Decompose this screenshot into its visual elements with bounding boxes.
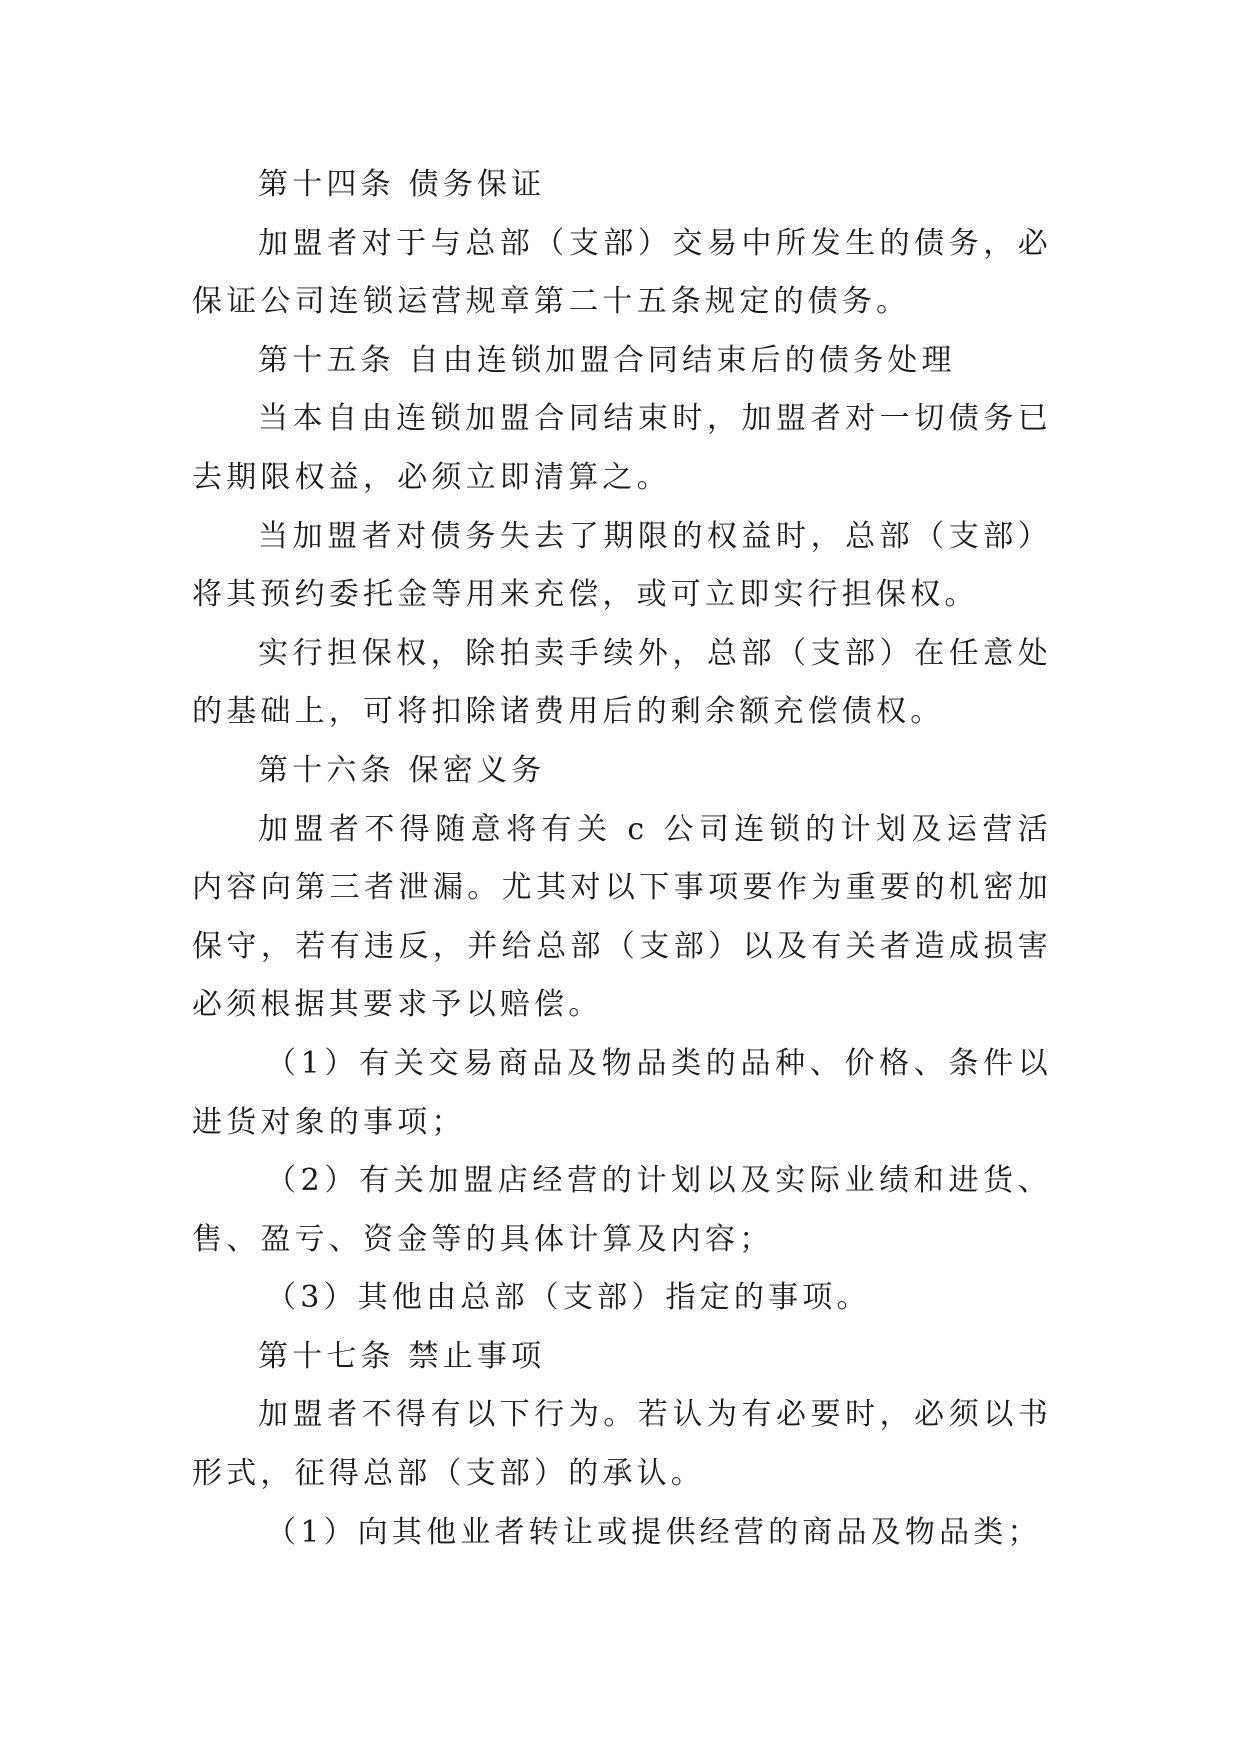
paragraph-line: 保证公司连锁运营规章第二十五条规定的债务。 <box>192 284 911 320</box>
list-item-continuation: 售、盈亏、资金等的具体计算及内容； <box>192 1221 774 1257</box>
paragraph-line: 实行担保权，除拍卖手续外，总部（支部）在任意处 <box>258 635 1052 671</box>
paragraph-line: 保守，若有违反，并给总部（支部）以及有关者造成损害 <box>192 928 1052 964</box>
list-item-1: （1）向其他业者转让或提供经营的商品及物品类； <box>266 1514 1042 1550</box>
document-body <box>192 156 1052 1562</box>
paragraph-line: 加盟者不得随意将有关 c 公司连锁的计划及运营活 <box>258 811 1052 847</box>
paragraph-line: 的基础上，可将扣除诸费用后的剩余额充偿债权。 <box>192 694 945 730</box>
article-heading-16: 第十六条 保密义务 <box>258 752 546 788</box>
paragraph-line: 当加盟者对债务失去了期限的权益时，总部（支部） <box>258 518 1052 554</box>
paragraph-line: 将其预约委托金等用来充偿，或可立即实行担保权。 <box>192 577 979 613</box>
paragraph-line: 必须根据其要求予以赔偿。 <box>192 987 603 1023</box>
paragraph-line: 内容向第三者泄漏。尤其对以下事项要作为重要的机密加 <box>192 870 1052 906</box>
article-heading-17: 第十七条 禁止事项 <box>258 1338 546 1374</box>
paragraph-line: 加盟者不得有以下行为。若认为有必要时，必须以书 <box>258 1397 1052 1433</box>
list-item-1: （1）有关交易商品及物品类的品种、价格、条件以 <box>266 1045 1052 1081</box>
list-item-continuation: 进货对象的事项； <box>192 1104 466 1140</box>
article-heading-14: 第十四条 债务保证 <box>258 167 546 202</box>
paragraph-line: 加盟者对于与总部（支部）交易中所发生的债务，必 <box>258 225 1052 261</box>
paragraph-line: 去期限权益，必须立即清算之。 <box>192 459 671 495</box>
paragraph-line: 当本自由连锁加盟合同结束时，加盟者对一切债务已 <box>258 401 1052 437</box>
paragraph-line: 形式，征得总部（支部）的承认。 <box>192 1456 705 1492</box>
article-heading-15: 第十五条 自由连锁加盟合同结束后的债务处理 <box>258 342 956 378</box>
list-item-2: （2）有关加盟店经营的计划以及实际业绩和进货、 <box>266 1163 1052 1199</box>
list-item-3: （3）其他由总部（支部）指定的事项。 <box>266 1280 871 1316</box>
